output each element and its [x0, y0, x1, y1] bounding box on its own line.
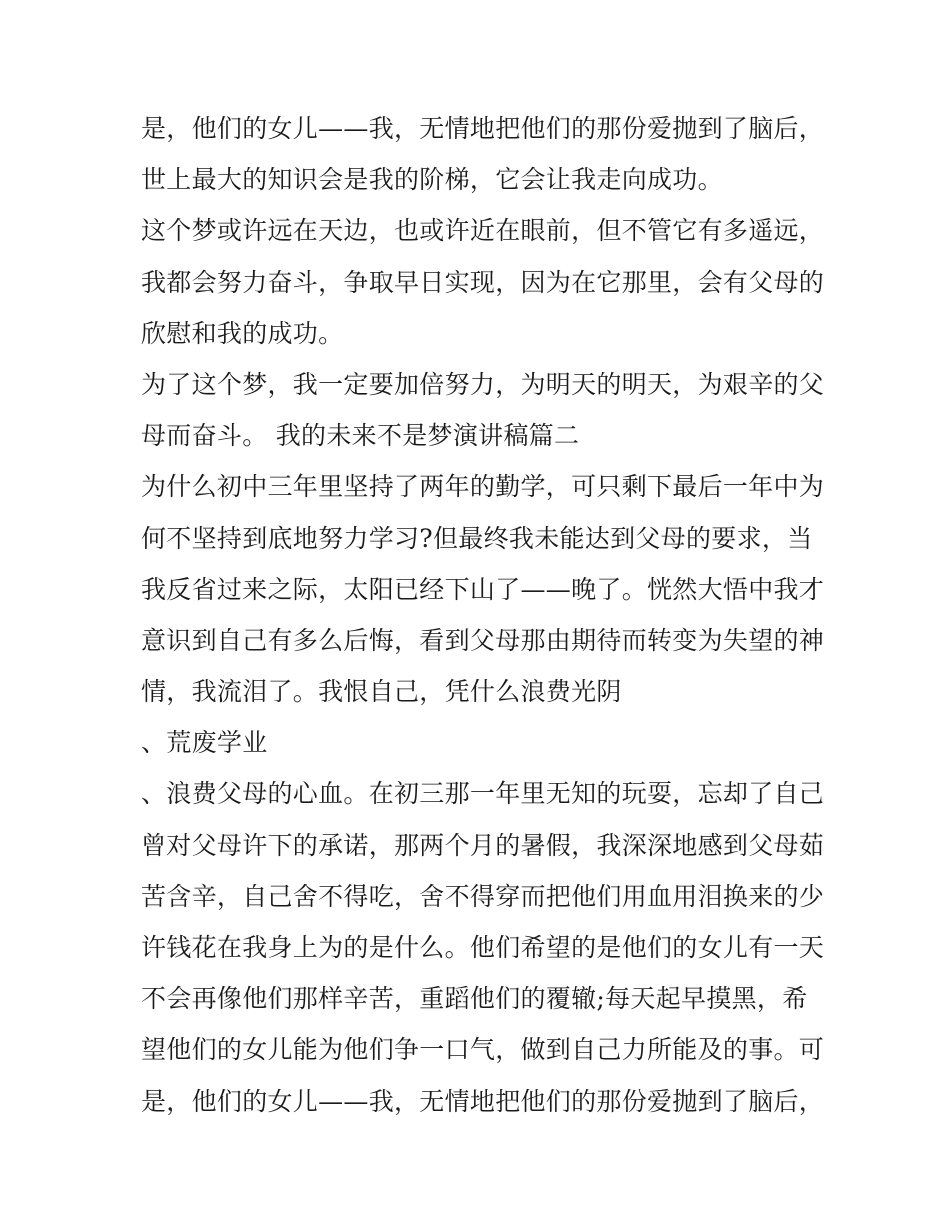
- text-line: 望他们的女儿能为他们争一口气，做到自己力所能及的事。可: [141, 1035, 825, 1065]
- text-line: 这个梦或许远在天边，也或许近在眼前，但不管它有多遥远，: [141, 216, 825, 246]
- text-line: 为什么初中三年里坚持了两年的勤学，可只剩下最后一年中为: [141, 472, 825, 502]
- text-line: 不会再像他们那样辛苦，重蹈他们的覆辙;每天起早摸黑，希: [141, 984, 808, 1014]
- text-line: 、荒废学业: [141, 728, 268, 758]
- text-line: 意识到自己有多么后悔，看到父母那由期待而转变为失望的神: [141, 625, 825, 655]
- text-line: 为了这个梦，我一定要加倍努力，为明天的明天，为艰辛的父: [141, 369, 825, 399]
- text-line: 母而奋斗。 我的未来不是梦演讲稿篇二: [141, 421, 580, 451]
- text-line: 是，他们的女儿——我，无情地把他们的那份爱抛到了脑后，: [141, 114, 825, 143]
- text-line: 曾对父母许下的承诺，那两个月的暑假，我深深地感到父母茹: [141, 830, 825, 860]
- text-line: 我反省过来之际，太阳已经下山了——晚了。恍然大悟中我才: [141, 574, 825, 604]
- text-line: 欣慰和我的成功。: [141, 318, 344, 348]
- text-line: 苦含辛，自己舍不得吃，舍不得穿而把他们用血用泪换来的少: [141, 881, 825, 911]
- text-line: 我都会努力奋斗，争取早日实现，因为在它那里，会有父母的: [141, 267, 825, 297]
- text-line: 情，我流泪了。我恨自己，凭什么浪费光阴: [141, 677, 622, 707]
- text-line: 许钱花在我身上为的是什么。他们希望的是他们的女儿有一天: [141, 933, 825, 962]
- text-line: 是，他们的女儿——我，无情地把他们的那份爱抛到了脑后，: [141, 1086, 825, 1116]
- body-text: [141, 103, 825, 1127]
- text-line: 世上最大的知识会是我的阶梯，它会让我走向成功。: [141, 165, 723, 195]
- text-line: 、浪费父母的心血。在初三那一年里无知的玩耍，忘却了自己: [141, 779, 825, 809]
- text-line: 何不坚持到底地努力学习?但最终我未能达到父母的要求，当: [141, 523, 813, 553]
